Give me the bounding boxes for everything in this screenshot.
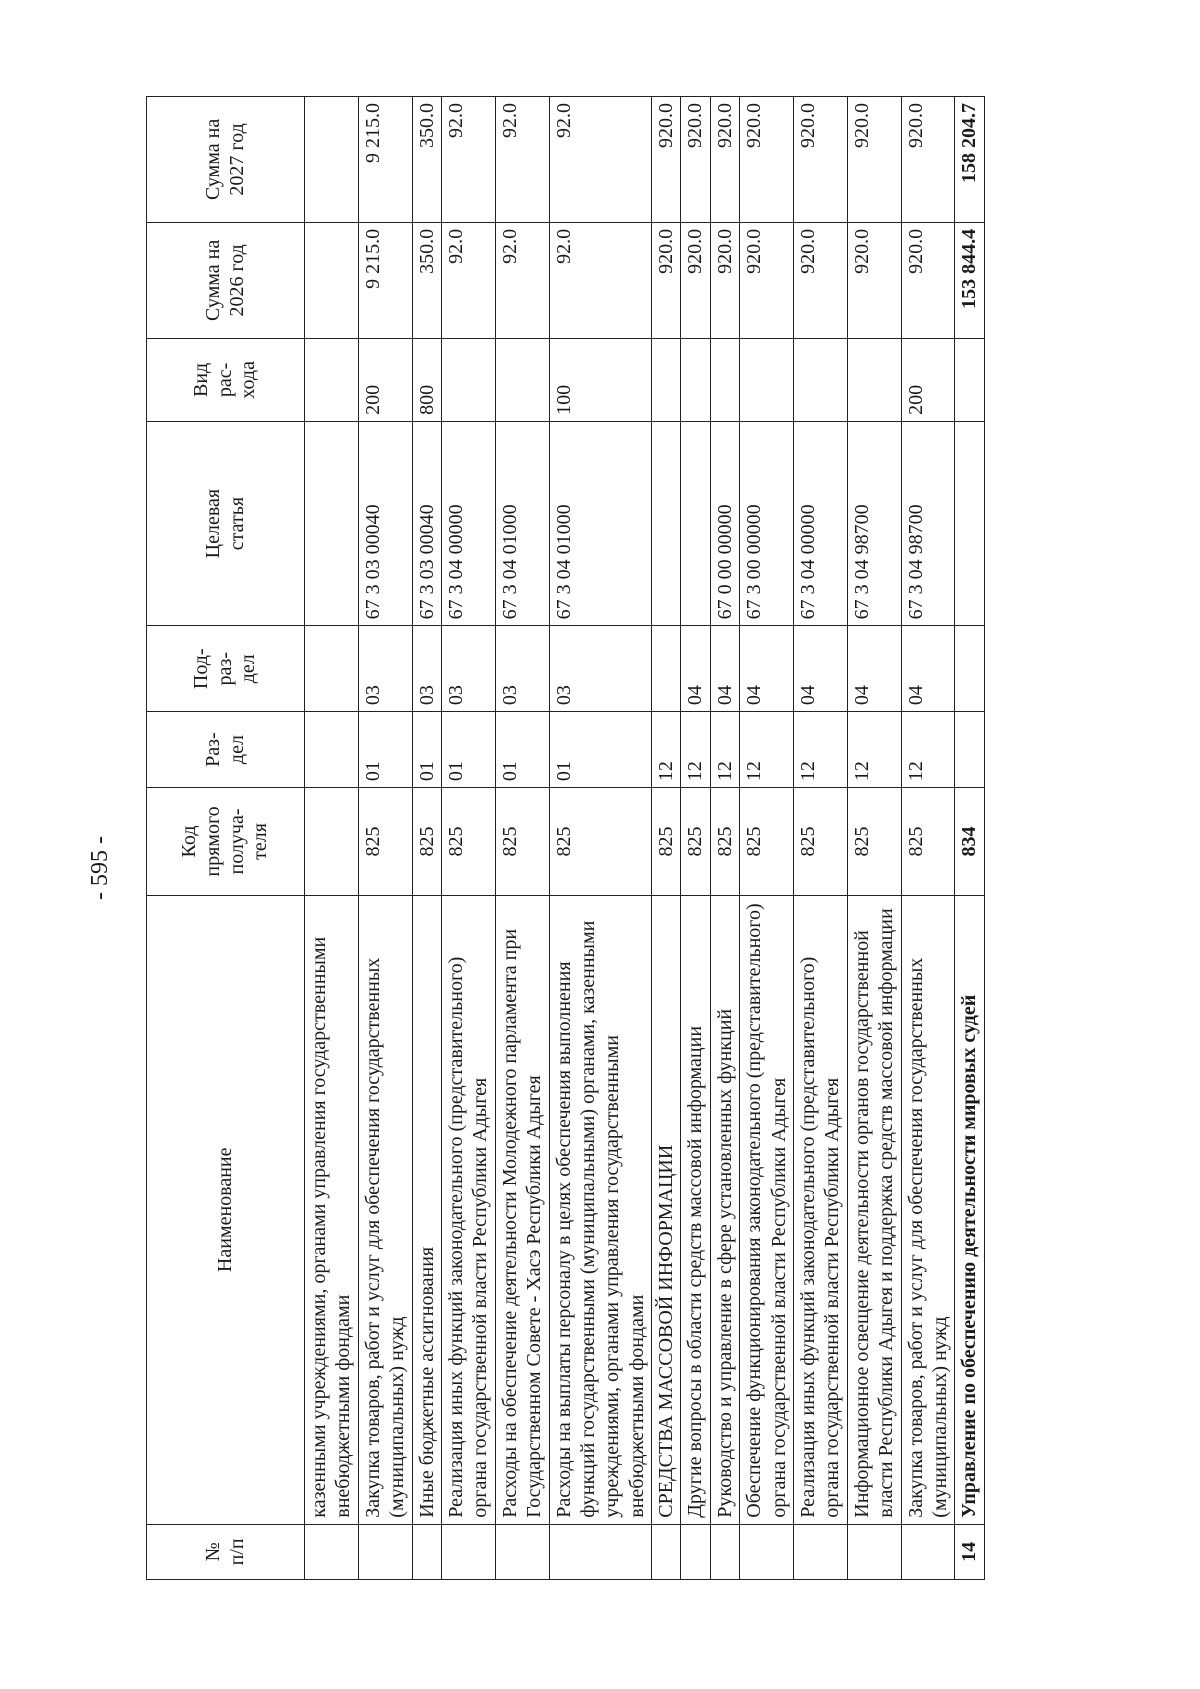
- header-line: статья: [225, 496, 248, 551]
- row-target-article: 67 3 03 00040: [412, 421, 441, 626]
- row-name: Информационное освещение деятельности органов государственной власти Республики Адыгея и поддержка средств массовой информации: [847, 895, 901, 1524]
- table-row: [901, 97, 955, 1580]
- row-sum-2027: 158 204.7: [955, 97, 984, 223]
- header-line: получа-: [225, 808, 248, 875]
- row-target-article: 67 3 04 98700: [901, 421, 955, 626]
- row-subsection: 03: [412, 626, 441, 712]
- row-name: Расходы на выплаты персоналу в целях обеспечения выполнения функций государственными (муниципальными) органами, казенными учреждениями, органами управления государственными внебюджетными фондами: [549, 895, 652, 1524]
- budget-table: [146, 96, 985, 1580]
- row-sum-2027: 92.0: [495, 97, 549, 223]
- header-line: дел: [237, 654, 260, 684]
- header-line: 2027 год: [225, 123, 248, 196]
- header-line: дел: [225, 735, 248, 765]
- header-expense-type: [147, 338, 305, 421]
- row-target-article: 67 3 04 98700: [847, 421, 901, 626]
- row-section: 01: [412, 712, 441, 788]
- table-row: [681, 97, 710, 1580]
- row-sum-2027: 920.0: [652, 97, 681, 223]
- row-target-article: [305, 421, 359, 626]
- row-section: 12: [794, 712, 848, 788]
- row-target-article: 67 3 04 00000: [441, 421, 495, 626]
- row-section: [305, 712, 359, 788]
- row-sum-2027: 920.0: [794, 97, 848, 223]
- row-expense-type: 200: [901, 338, 955, 421]
- header-line: Код: [178, 825, 201, 858]
- row-expense-type: [710, 338, 739, 421]
- row-number: [847, 1524, 901, 1579]
- row-name: Реализация иных функций законодательного (представительного) органа государственной власти Республики Адыгея: [441, 895, 495, 1524]
- header-line: Раз-: [201, 732, 224, 767]
- row-section: 01: [549, 712, 652, 788]
- row-expense-type: [740, 338, 794, 421]
- table-row: [740, 97, 794, 1580]
- row-expense-type: 200: [358, 338, 412, 421]
- row-section: 12: [740, 712, 794, 788]
- table-header-row: [147, 97, 305, 1580]
- row-subsection: 03: [441, 626, 495, 712]
- row-recipient-code: 825: [358, 788, 412, 896]
- row-sum-2026: 920.0: [794, 222, 848, 338]
- row-number: [710, 1524, 739, 1579]
- row-target-article: 67 3 00 00000: [740, 421, 794, 626]
- row-section: [955, 712, 984, 788]
- row-sum-2026: 92.0: [441, 222, 495, 338]
- row-number: [681, 1524, 710, 1579]
- row-name: Закупка товаров, работ и услуг для обеспечения государственных (муниципальных) нужд: [358, 895, 412, 1524]
- rotated-page: [146, 96, 1096, 1580]
- row-sum-2026: 153 844.4: [955, 222, 984, 338]
- table-row: [710, 97, 739, 1580]
- row-sum-2027: 92.0: [549, 97, 652, 223]
- row-number: [358, 1524, 412, 1579]
- header-line: хода: [237, 361, 260, 399]
- row-expense-type: 800: [412, 338, 441, 421]
- row-recipient-code: 825: [794, 788, 848, 896]
- row-expense-type: [794, 338, 848, 421]
- row-sum-2027: 350.0: [412, 97, 441, 223]
- row-subsection: 04: [901, 626, 955, 712]
- row-recipient-code: [305, 788, 359, 896]
- row-sum-2027: 920.0: [740, 97, 794, 223]
- row-sum-2026: 920.0: [681, 222, 710, 338]
- row-subsection: 04: [794, 626, 848, 712]
- row-recipient-code: 825: [549, 788, 652, 896]
- row-number: [412, 1524, 441, 1579]
- row-target-article: [681, 421, 710, 626]
- row-recipient-code: 825: [740, 788, 794, 896]
- row-sum-2027: 920.0: [847, 97, 901, 223]
- table-row: [794, 97, 848, 1580]
- row-number: [441, 1524, 495, 1579]
- row-recipient-code: 825: [847, 788, 901, 896]
- row-section: 12: [681, 712, 710, 788]
- row-target-article: [955, 421, 984, 626]
- row-recipient-code: 825: [652, 788, 681, 896]
- row-sum-2026: 9 215.0: [358, 222, 412, 338]
- row-expense-type: [441, 338, 495, 421]
- row-expense-type: [652, 338, 681, 421]
- row-subsection: 03: [549, 626, 652, 712]
- row-section: 12: [901, 712, 955, 788]
- table-row: [652, 97, 681, 1580]
- row-subsection: 03: [358, 626, 412, 712]
- row-number: [495, 1524, 549, 1579]
- row-subsection: 04: [710, 626, 739, 712]
- row-name: Иные бюджетные ассигнования: [412, 895, 441, 1524]
- row-sum-2026: [305, 222, 359, 338]
- row-section: 12: [710, 712, 739, 788]
- row-recipient-code: 825: [441, 788, 495, 896]
- row-recipient-code: 825: [412, 788, 441, 896]
- table-row: [847, 97, 901, 1580]
- row-name: Другие вопросы в области средств массовой информации: [681, 895, 710, 1524]
- row-recipient-code: 825: [901, 788, 955, 896]
- header-line: Вид: [190, 362, 213, 397]
- row-number: [740, 1524, 794, 1579]
- table-body: [305, 97, 985, 1580]
- header-line: Под-: [190, 648, 213, 690]
- row-expense-type: [305, 338, 359, 421]
- header-line: Целевая: [201, 488, 224, 559]
- header-line: теля: [249, 823, 272, 860]
- row-number: [549, 1524, 652, 1579]
- row-sum-2027: 9 215.0: [358, 97, 412, 223]
- row-subsection: 03: [495, 626, 549, 712]
- row-sum-2026: 92.0: [495, 222, 549, 338]
- page-number: - 595 -: [87, 836, 113, 900]
- row-name: СРЕДСТВА МАССОВОЙ ИНФОРМАЦИИ: [652, 895, 681, 1524]
- row-section: 01: [441, 712, 495, 788]
- row-section: 12: [652, 712, 681, 788]
- row-sum-2027: 920.0: [901, 97, 955, 223]
- header-sum-2027: [147, 97, 305, 223]
- row-sum-2026: 920.0: [652, 222, 681, 338]
- row-recipient-code: 825: [495, 788, 549, 896]
- row-number: [794, 1524, 848, 1579]
- row-number: 14: [955, 1524, 984, 1579]
- row-sum-2026: 920.0: [740, 222, 794, 338]
- row-subsection: [955, 626, 984, 712]
- row-subsection: 04: [681, 626, 710, 712]
- row-target-article: 67 3 04 01000: [495, 421, 549, 626]
- row-sum-2027: [305, 97, 359, 223]
- row-sum-2026: 92.0: [549, 222, 652, 338]
- row-number: [305, 1524, 359, 1579]
- row-expense-type: [495, 338, 549, 421]
- row-recipient-code: 825: [681, 788, 710, 896]
- row-subsection: 04: [740, 626, 794, 712]
- header-subsection: [147, 626, 305, 712]
- table-row: [441, 97, 495, 1580]
- row-target-article: 67 3 04 01000: [549, 421, 652, 626]
- row-number: [901, 1524, 955, 1579]
- header-target-article: [147, 421, 305, 626]
- row-sum-2027: 92.0: [441, 97, 495, 223]
- header-name: [147, 895, 305, 1524]
- row-name: Руководство и управление в сфере установленных функций: [710, 895, 739, 1524]
- header-num: [147, 1524, 305, 1579]
- row-expense-type: 100: [549, 338, 652, 421]
- row-name: Реализация иных функций законодательного (представительного) органа государственной власти Республики Адыгея: [794, 895, 848, 1524]
- row-target-article: [652, 421, 681, 626]
- row-target-article: 67 0 00 00000: [710, 421, 739, 626]
- header-line: Сумма на: [201, 118, 224, 201]
- row-expense-type: [847, 338, 901, 421]
- header-line: Наименование: [213, 1147, 236, 1273]
- header-section: [147, 712, 305, 788]
- row-expense-type: [681, 338, 710, 421]
- row-subsection: 04: [847, 626, 901, 712]
- row-sum-2026: 920.0: [901, 222, 955, 338]
- row-sum-2026: 920.0: [847, 222, 901, 338]
- header-line: раз-: [213, 652, 236, 686]
- row-name: Обеспечение функционирования законодательного (представительного) органа государственной власти Республики Адыгея: [740, 895, 794, 1524]
- row-sum-2027: 920.0: [681, 97, 710, 223]
- row-name: казенными учреждениями, органами управления государственными внебюджетными фондами: [305, 895, 359, 1524]
- row-recipient-code: 825: [710, 788, 739, 896]
- table-row: [549, 97, 652, 1580]
- row-subsection: [652, 626, 681, 712]
- header-line: рас-: [213, 362, 236, 398]
- table-row: [358, 97, 412, 1580]
- row-target-article: 67 3 04 00000: [794, 421, 848, 626]
- row-number: [652, 1524, 681, 1579]
- row-name: Управление по обеспечению деятельности мировых судей: [955, 895, 984, 1524]
- row-sum-2026: 350.0: [412, 222, 441, 338]
- row-section: 01: [495, 712, 549, 788]
- row-sum-2026: 920.0: [710, 222, 739, 338]
- header-recipient-code: [147, 788, 305, 896]
- header-line: Сумма на: [201, 239, 224, 321]
- header-line: 2026 год: [225, 244, 248, 317]
- table-row: [955, 97, 984, 1580]
- row-expense-type: [955, 338, 984, 421]
- header-line: прямого: [201, 806, 224, 877]
- row-subsection: [305, 626, 359, 712]
- row-name: Расходы на обеспечение деятельности Молодежного парламента при Государственном Совете - Хасэ Республики Адыгея: [495, 895, 549, 1524]
- header-line: №: [201, 1542, 224, 1562]
- table-row: [305, 97, 359, 1580]
- row-recipient-code: 834: [955, 788, 984, 896]
- header-line: п/п: [225, 1538, 248, 1566]
- row-target-article: 67 3 03 00040: [358, 421, 412, 626]
- row-section: 12: [847, 712, 901, 788]
- row-name: Закупка товаров, работ и услуг для обеспечения государственных (муниципальных) нужд: [901, 895, 955, 1524]
- table-row: [495, 97, 549, 1580]
- row-section: 01: [358, 712, 412, 788]
- header-sum-2026: [147, 222, 305, 338]
- table-row: [412, 97, 441, 1580]
- row-sum-2027: 920.0: [710, 97, 739, 223]
